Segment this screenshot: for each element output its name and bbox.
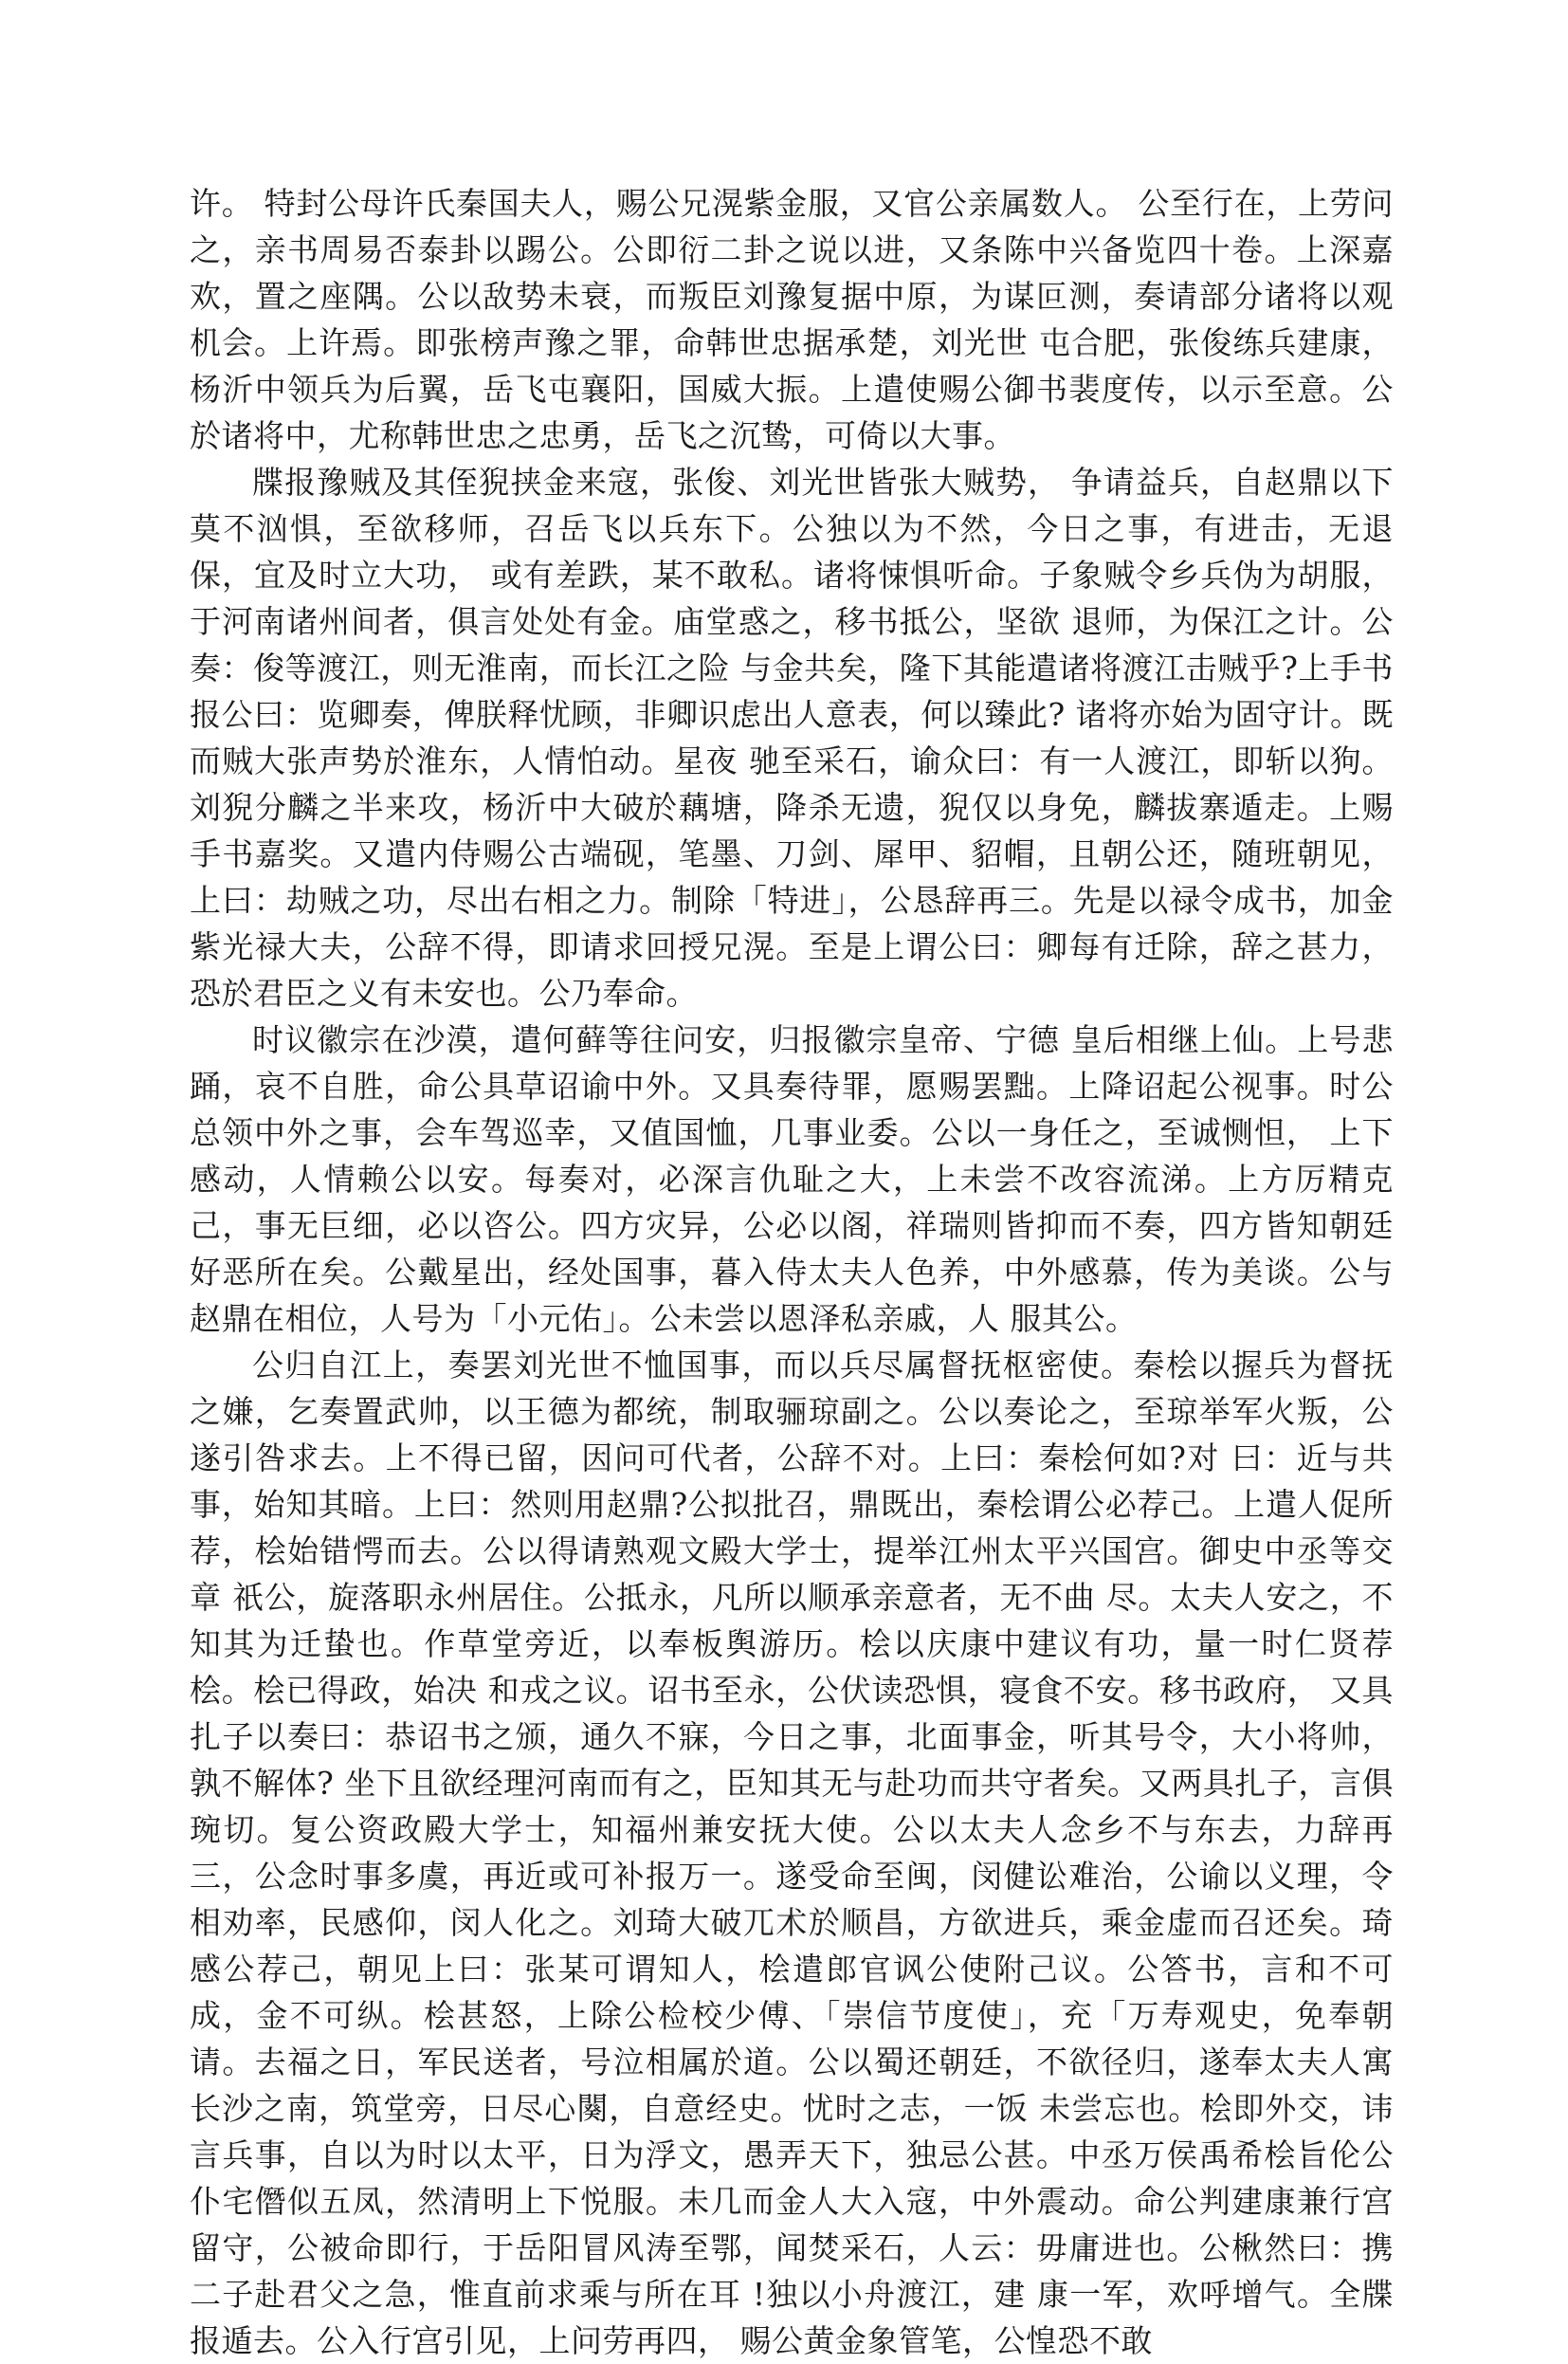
paragraph-3: 时议徽宗在沙漠，遣何藓等往问安，归报徽宗皇帝、宁德 皇后相继上仙。上号悲踊，哀不自胜，命公具草诏谕中外。又具奏待罪，愿赐罢黜。上降诏起公视事。时公总领中外之事，会车驾巡幸，又值国恤，几事业委。公以一身任之，至诚恻怛， 上下感动，人情赖公以安。每奏对，必深言仇耻之大，上未尝不改容流涕。上方厉精克己，事无巨细，必以咨公。四方灾异，公必以阁，祥瑞则皆抑而不奏，四方皆知朝廷好恶所在矣。公戴星出，经处国事，暮入侍太夫人色养，中外感慕，传为美谈。公与赵鼎在相位，人号为「小元佑」。公未尝以恩泽私亲戚，人 服其公。 bbox=[190, 1021, 1394, 1337]
paragraph-2: 牒报豫贼及其侄猊挟金来寇，张俊、刘光世皆张大贼势， 争请益兵，自赵鼎以下莫不汹惧，至欲移师，召岳飞以兵东下。公独以为不然，今日之事，有进击，无退保，宜及时立大功， 或有差跌，某不敢私。诸将悚惧听命。子象贼令乡兵伪为胡服， 于河南诸州间者，俱言处处有金。庙堂惑之，移书抵公，坚欲 退师，为保江之计。公奏：俊等渡江，则无淮南，而长江之险 与金共矣，隆下其能遣诸将渡江击贼乎?上手书报公曰：览卿奏，俾朕释忧顾，非卿识虑出人意表，何以臻此? 诸将亦始为固守计。既而贼大张声势於淮东，人情怕动。星夜 驰至采石，谕众曰：有一人渡江，即斩以狗。刘猊分麟之半来攻，杨沂中大破於藕塘，降杀无遗，猊仅以身免，麟拔寨遁走。上赐手书嘉奖。又遣内侍赐公古端砚，笔墨、刀剑、犀甲、貂帽，且朝公还，随班朝见，上曰：劫贼之功，尽出右相之力。制除「特进」，公恳辞再三。先是以禄令成书，加金紫光禄大夫，公辞不得，即请求回授兄滉。至是上谓公曰：卿每有迁除，辞之甚力，恐於君臣之义有未安也。公乃奉命。 bbox=[190, 464, 1394, 1012]
paragraph-1: 许。 特封公母许氏秦国夫人，赐公兄滉紫金服，又官公亲属数人。 公至行在，上劳问之，亲书周易否泰卦以踢公。公即衍二卦之说以进，又条陈中兴备览四十卷。上深嘉欢，置之座隅。公以敌势未衰，而叛臣刘豫复据中原，为谋叵测，奏请部分诸将以观机会。上许焉。即张榜声豫之罪，命韩世忠据承楚，刘光世 屯合肥，张俊练兵建康，杨沂中领兵为后翼，岳飞屯襄阳，国威大振。上遣使赐公御书裴度传，以示至意。公於诸将中，尤称韩世忠之忠勇，岳飞之沉鸷，可倚以大事。 bbox=[190, 185, 1394, 454]
text-body bbox=[190, 180, 1394, 2364]
paragraph-4: 公归自江上，奏罢刘光世不恤国事，而以兵尽属督抚枢密使。秦桧以握兵为督抚之嫌，乞奏置武帅，以王德为都统，制取骊琼副之。公以奏论之，至琼举军火叛，公遂引咎求去。上不得已留，因问可代者，公辞不对。上曰：秦桧何如?对 曰：近与共事，始知其暗。上曰：然则用赵鼎?公拟批召，鼎既出，秦桧谓公必荐己。上遣人促所荐，桧始错愕而去。公以得请熟观文殿大学士，提举江州太平兴国宫。御史中丞等交章 祇公，旋落职永州居住。公抵永，凡所以顺承亲意者，无不曲 尽。太夫人安之，不知其为迁蛰也。作草堂旁近，以奉板舆游历。桧以庆康中建议有功，量一时仁贤荐桧。桧已得政，始决 和戎之议。诏书至永，公伏读恐惧，寝食不安。移书政府， 又具扎子以奏曰：恭诏书之颁，通久不寐，今日之事，北面事金，听其号令，大小将帅，孰不解体? 坐下且欲经理河南而有之，臣知其无与赴功而共守者矣。又两具扎子，言俱琬切。复公资政殿大学士，知福州兼安抚大使。公以太夫人念乡不与东去，力辞再三，公念时事多虞，再近或可补报万一。遂受命至闽，闵健讼难治，公谕以义理，令相劝率，民感仰，闵人化之。刘琦大破兀术於顺昌，方欲进兵，乘金虚而召还矣。琦感公荐己，朝见上曰：张某可谓知人，桧遣郎官讽公使附己议。公答书，言和不可成，金不可纵。桧甚怒，上除公检校少傅、「崇信节度使」，充「万寿观史，免奉朝请。去福之日，军民送者，号泣相属於道。公以蜀还朝廷，不欲径归，遂奉太夫人寓长沙之南，筑堂旁，日尽心闋，自意经史。忧时之志，一饭 未尝忘也。桧即外交，讳言兵事，自以为时以太平，日为浮文，愚弄天下，独忌公甚。中丞万侯禹希桧旨伦公仆宅僭似五凤，然清明上下悦服。未几而金人大入寇，中外震动。命公判建康兼行宫留守，公被命即行，于岳阳冒风涛至鄂，闻焚采石，人云：毋庸进也。公楸然曰：携二子赴君父之急，惟直前求乘与所在耳 !独以小舟渡江，建 康一军，欢呼增气。全牒报遁去。公入行宫引见，上问劳再四， 赐公黄金象管笔，公惶恐不敢 bbox=[190, 1347, 1394, 2359]
